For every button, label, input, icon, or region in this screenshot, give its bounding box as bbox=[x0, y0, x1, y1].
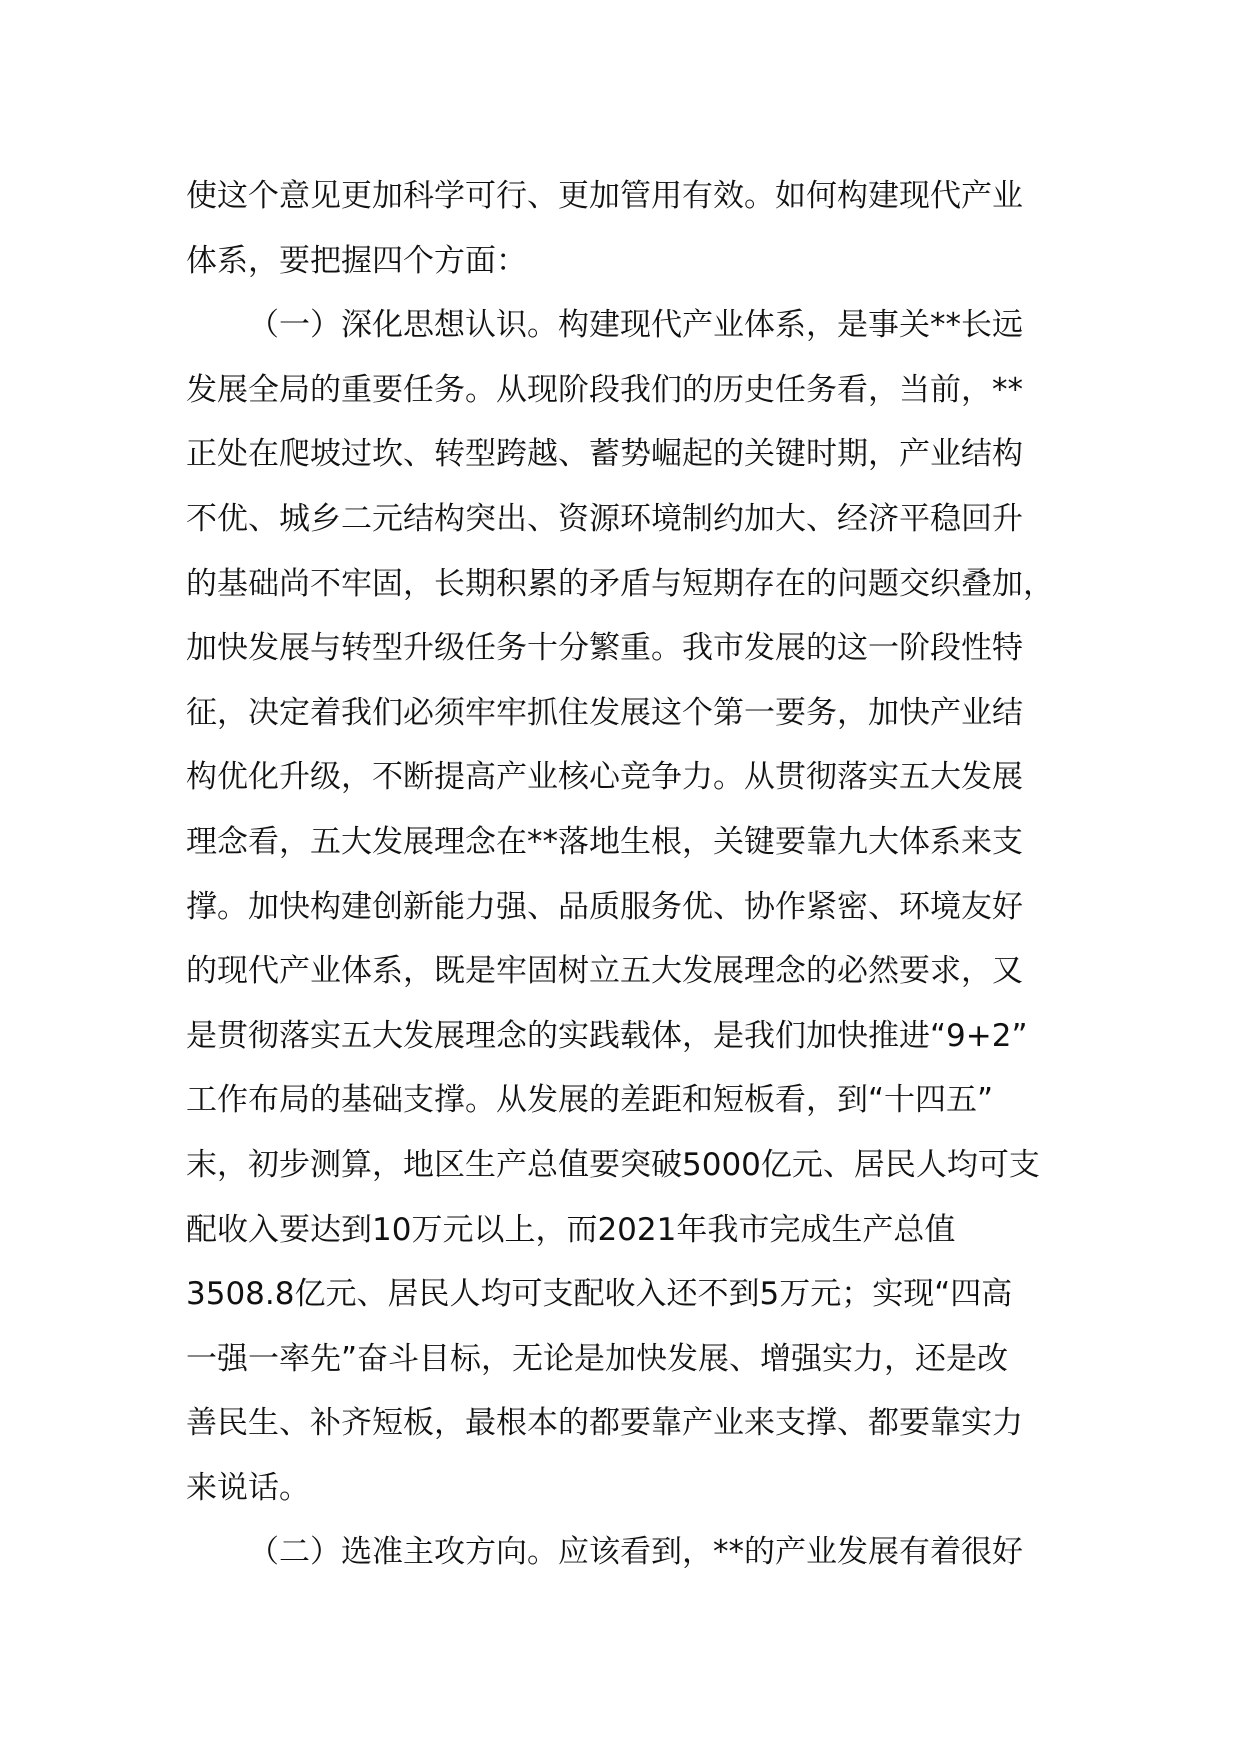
section-2-heading-line: （二）选准主攻方向。应该看到，**的产业发展有着很好 bbox=[248, 1534, 1023, 1571]
text-line: 理念看，五大发展理念在**落地生根，关键要靠九大体系来支 bbox=[186, 823, 1023, 860]
text-line: 善民生、补齐短板，最根本的都要靠产业来支撑、都要靠实力 bbox=[186, 1405, 1023, 1442]
body-text bbox=[186, 164, 1086, 1585]
text-line: 正处在爬坡过坎、转型跨越、蓄势崛起的关键时期，产业结构 bbox=[186, 436, 1023, 473]
section-1-heading-line: （一）深化思想认识。构建现代产业体系，是事关**长远 bbox=[248, 307, 1023, 344]
text-line: 撑。加快构建创新能力强、品质服务优、协作紧密、环境友好 bbox=[186, 888, 1023, 925]
text-line: 使这个意见更加科学可行、更加管用有效。如何构建现代产业 bbox=[186, 178, 1023, 214]
text-line: 征，决定着我们必须牢牢抓住发展这个第一要务，加快产业结 bbox=[186, 694, 1023, 731]
text-line: 末，初步测算，地区生产总值要突破5000亿元、居民人均可支 bbox=[186, 1146, 1040, 1183]
text-line: 工作布局的基础支撑。从发展的差距和短板看，到“十四五” bbox=[186, 1082, 994, 1119]
text-line: 配收入要达到10万元以上，而2021年我市完成生产总值 bbox=[186, 1211, 956, 1248]
text-line: 3508.8亿元、居民人均可支配收入还不到5万元；实现“四高 bbox=[186, 1276, 1013, 1313]
text-line: 的基础尚不牢固，长期积累的矛盾与短期存在的问题交织叠加， bbox=[186, 565, 1054, 602]
text-line: 来说话。 bbox=[186, 1469, 310, 1506]
text-line: 不优、城乡二元结构突出、资源环境制约加大、经济平稳回升 bbox=[186, 500, 1023, 537]
text-line: 一强一率先”奋斗目标，无论是加快发展、增强实力，还是改 bbox=[186, 1340, 1009, 1377]
text-line: 构优化升级，不断提高产业核心竞争力。从贯彻落实五大发展 bbox=[186, 759, 1023, 796]
text-line: 体系，要把握四个方面： bbox=[186, 242, 527, 279]
text-line: 加快发展与转型升级任务十分繁重。我市发展的这一阶段性特 bbox=[186, 630, 1023, 667]
text-line: 是贯彻落实五大发展理念的实践载体，是我们加快推进“9+2” bbox=[186, 1017, 1028, 1054]
text-line: 发展全局的重要任务。从现阶段我们的历史任务看，当前，** bbox=[186, 371, 1023, 408]
text-line: 的现代产业体系，既是牢固树立五大发展理念的必然要求，又 bbox=[186, 953, 1023, 990]
